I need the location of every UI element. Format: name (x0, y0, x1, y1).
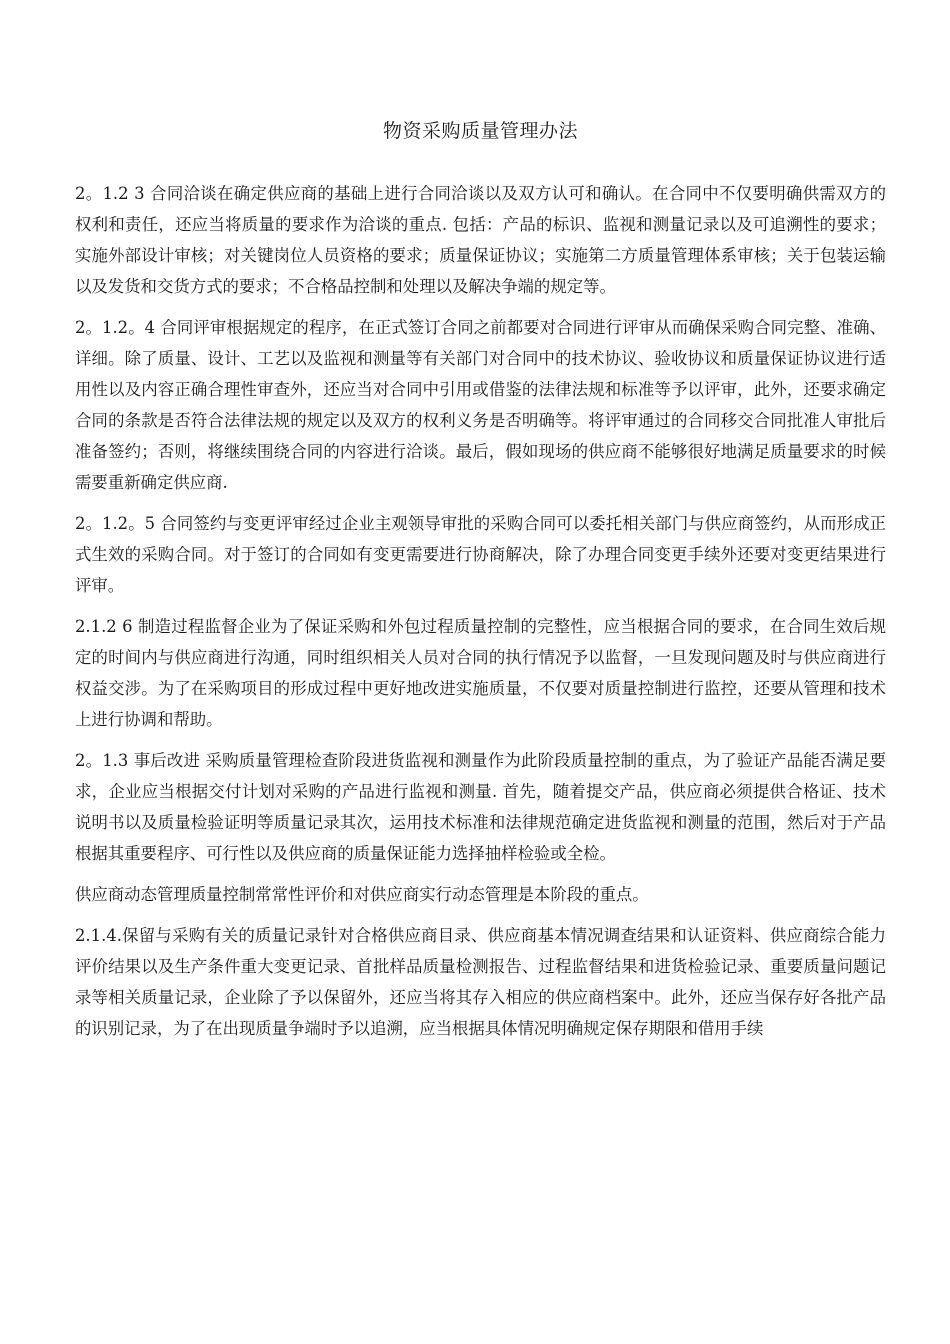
paragraph-manufacturing-supervision: 2.1.2 6 制造过程监督企业为了保证采购和外包过程质量控制的完整性，应当根据合同的要求，在合同生效后规定的时间内与供应商进行沟通，同时组织相关人员对合同的执行情况予以监督，一旦发现问题及时与供应商进行权益交涉。为了在采购项目的形成过程中更好地改进实施质量，不仅要对质量控制进行监控，还要从管理和技术上进行协调和帮助。 (75, 617, 886, 729)
paragraph-contract-negotiation: 2。1.2 3 合同洽谈在确定供应商的基础上进行合同洽谈以及双方认可和确认。在合同中不仅要明确供需双方的权利和责任，还应当将质量的要求作为洽谈的重点. 包括：产品的标识、监视和测量记录以及可追溯性的要求；实施外部设计审核；对关键岗位人员资格的要求；质量保证协议；实施第二方质量管理体系审核；关于包装运输以及发货和交货方式的要求；不合格品控制和处理以及解决争端的规定等。 (75, 184, 886, 296)
paragraph-quality-records: 2.1.4.保留与采购有关的质量记录针对合格供应商目录、供应商基本情况调查结果和认证资料、供应商综合能力评价结果以及生产条件重大变更记录、首批样品质量检测报告、过程监督结果和进货检验记录、重要质量问题记录等相关质量记录，企业除了予以保留外，还应当将其存入相应的供应商档案中。此外，还应当保存好各批产品的识别记录，为了在出现质量争端时予以追溯，应当根据具体情况明确规定保存期限和借用手续 (75, 926, 886, 1038)
paragraph-supplier-dynamic-management: 供应商动态管理质量控制常常性评价和对供应商实行动态管理是本阶段的重点。 (75, 885, 649, 904)
paragraph-post-improvement: 2。1.3 事后改进 采购质量管理检查阶段进货监视和测量作为此阶段质量控制的重点，为了验证产品能否满足要求，企业应当根据交付计划对采购的产品进行监视和测量. 首先，随着提交产品，供应商必须提供合格证、技术说明书以及质量检验证明等质量记录其次，运用技术标准和法律规范确定进货监视和测量的范围，然后对于产品根据其重要程序、可行性以及供应商的质量保证能力选择抽样检验或全检。 (75, 751, 886, 863)
document-title: 物资采购质量管理办法 (382, 120, 578, 142)
paragraph-contract-signing: 2。1.2。5 合同签约与变更评审经过企业主观领导审批的采购合同可以委托相关部门与供应商签约，从而形成正式生效的采购合同。对于签订的合同如有变更需要进行协商解决，除了办理合同变更手续外还要对变更结果进行评审。 (75, 514, 886, 595)
paragraph-contract-review: 2。1.2。4 合同评审根据规定的程序，在正式签订合同之前都要对合同进行评审从而确保采购合同完整、准确、详细。除了质量、设计、工艺以及监视和测量等有关部门对合同中的技术协议、验收协议和质量保证协议进行适用性以及内容正确合理性审查外，还应当对合同中引用或借鉴的法律法规和标准等予以评审，此外，还要求确定合同的条款是否符合法律法规的规定以及双方的权利义务是否明确等。将评审通过的合同移交合同批准人审批后准备签约；否则，将继续围绕合同的内容进行洽谈。最后，假如现场的供应商不能够很好地满足质量要求的时候需要重新确定供应商. (75, 318, 886, 492)
